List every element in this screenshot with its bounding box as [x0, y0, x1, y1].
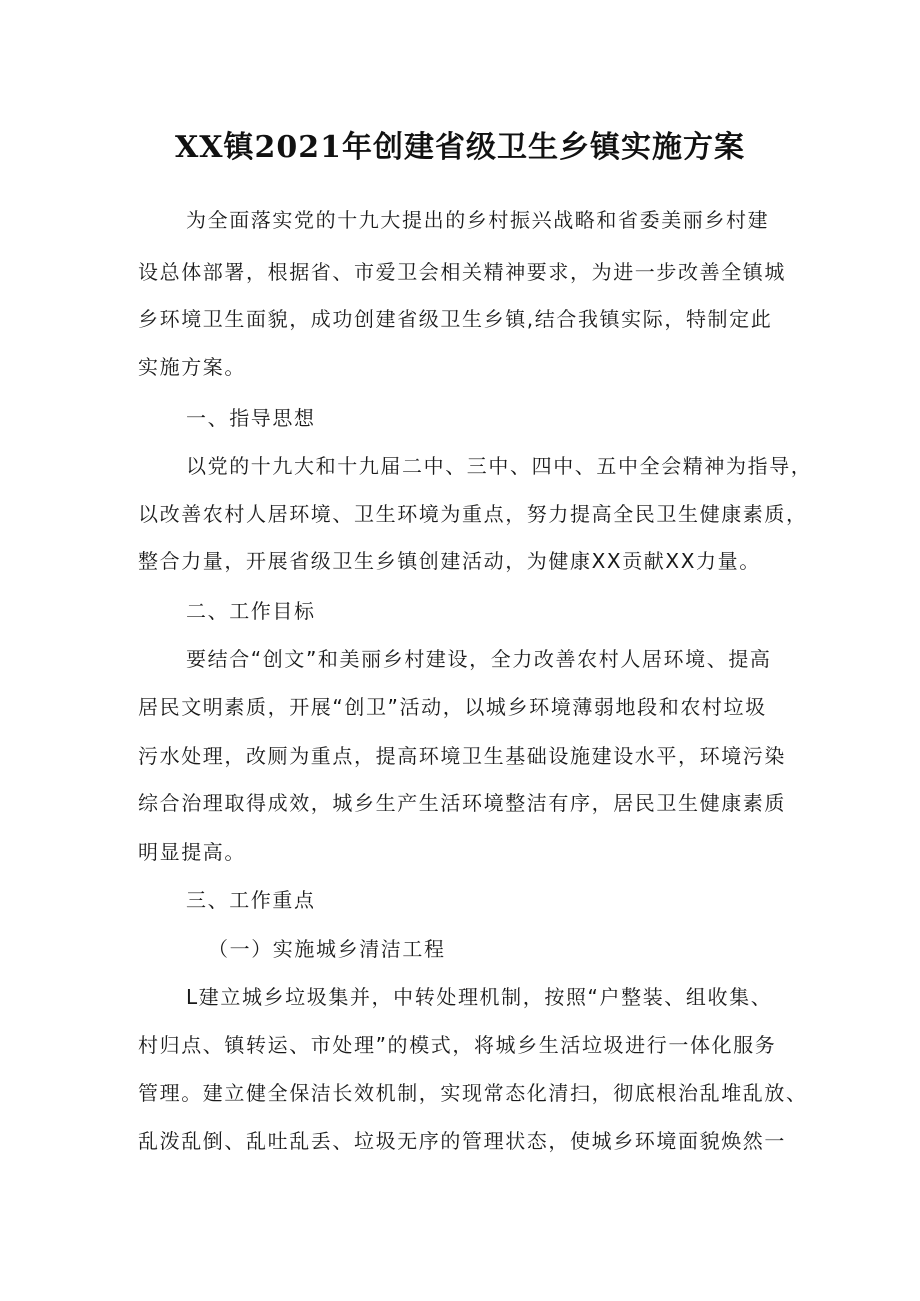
paragraph-line: L建立城乡垃圾集并，中转处理机制，按照“户整装、组收集、	[186, 985, 773, 1009]
paragraph-line: 居民文明素质，开展“创卫”活动，以城乡环境薄弱地段和农村垃圾	[138, 695, 767, 719]
paragraph-line: 实施方案。	[138, 355, 246, 379]
paragraph-line: 以改善农村人居环境、卫生环境为重点，努力提高全民卫生健康素质，	[138, 502, 808, 526]
paragraph-line: 以党的十九大和十九届二中、三中、四中、五中全会精神为指导，	[186, 454, 813, 478]
paragraph-line: 要结合“创文”和美丽乡村建设，全力改善农村人居环境、提高	[186, 647, 772, 671]
paragraph-line: 为全面落实党的十九大提出的乡村振兴战略和省委美丽乡村建	[186, 208, 770, 232]
paragraph-line: 综合治理取得成效，城乡生产生活环境整洁有序，居民卫生健康素质	[138, 791, 786, 815]
document-title: XX镇2021年创建省级卫生乡镇实施方案	[174, 130, 746, 165]
paragraph-line: 明显提高。	[138, 840, 246, 864]
paragraph-line: 管理。建立健全保洁长效机制，实现常态化清扫，彻底根治乱堆乱放、	[138, 1081, 808, 1105]
paragraph-line: 整合力量，开展省级卫生乡镇创建活动，为健康XX贡献XX力量。	[138, 549, 761, 573]
section-heading: 一、指导思想	[186, 406, 316, 430]
section-heading: 二、工作目标	[186, 599, 316, 623]
paragraph-line: 乡环境卫生面貌，成功创建省级卫生乡镇,结合我镇实际，特制定此	[138, 307, 773, 331]
subsection-heading: （一）实施城乡清洁工程	[208, 937, 446, 961]
paragraph-line: 村归点、镇转运、市处理”的模式，将城乡生活垃圾进行一体化服务	[138, 1033, 777, 1057]
paragraph-line: 污水处理，改厕为重点，提高环境卫生基础设施建设水平，环境污染	[138, 744, 786, 768]
paragraph-line: 乱泼乱倒、乱吐乱丢、垃圾无序的管理状态，使城乡环境面貌焕然一	[138, 1129, 786, 1153]
paragraph-line: 设总体部署，根据省、市爱卫会相关精神要求，为进一步改善全镇城	[138, 260, 786, 284]
section-heading: 三、工作重点	[186, 888, 316, 912]
